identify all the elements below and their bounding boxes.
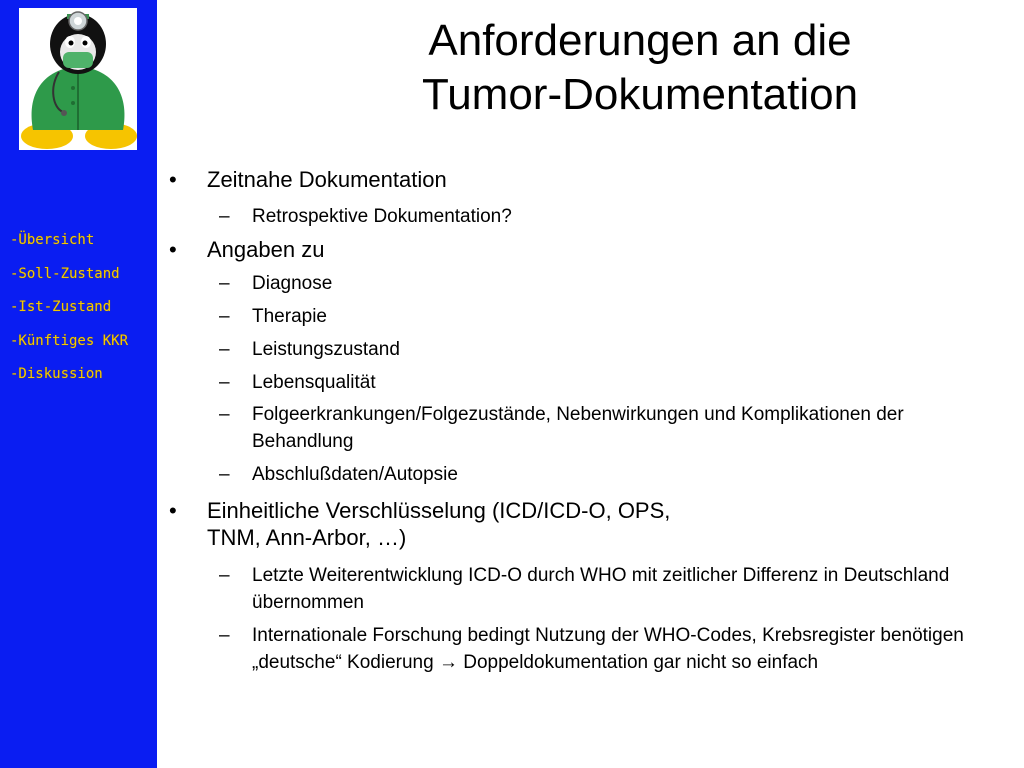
bullet-einheitliche-verschluesselung: • Einheitliche Verschlüsselung (ICD/ICD-O, OPS, TNM, Ann-Arbor, …) [207, 497, 677, 551]
sidebar-item-kuenftiges-kkr[interactable]: -Künftiges KKR [10, 332, 129, 349]
slide-title-line-1: Anforderungen an die [428, 16, 852, 65]
sub-bullet: – Therapie [252, 303, 1002, 330]
sidebar-item-uebersicht[interactable]: -Übersicht [10, 232, 95, 248]
sub-bullet: – Folgeerkrankungen/Folgezustände, Nebenwirkungen und Komplikationen der Behandlung [252, 401, 1002, 455]
sub-bullet: – Lebensqualität [252, 369, 1002, 396]
sidebar-item-diskussion[interactable]: -Diskussion [10, 366, 103, 382]
sub-bullet: – Diagnose [252, 270, 1002, 297]
sub-bullet: – Leistungszustand [252, 336, 1002, 363]
sidebar-nav [10, 229, 128, 397]
sub-bullet: – Letzte Weiterentwicklung ICD-O durch WHO mit zeitlicher Differenz in Deutschland übernommen [252, 562, 1002, 616]
sidebar-item-ist-zustand[interactable]: -Ist-Zustand [10, 299, 112, 315]
slide-title [300, 14, 980, 122]
bullet-angaben-zu: • Angaben zu [207, 236, 987, 263]
sidebar-item-soll-zustand[interactable]: -Soll-Zustand [10, 265, 120, 282]
sidebar [0, 0, 157, 768]
sub-bullet: – Retrospektive Dokumentation? [252, 203, 1002, 230]
penguin-doctor-icon [19, 8, 137, 150]
bullet-zeitnahe-dokumentation: • Zeitnahe Dokumentation [207, 166, 987, 193]
sub-bullet: – Abschlußdaten/Autopsie [252, 461, 1002, 488]
sub-bullet: – Internationale Forschung bedingt Nutzung der WHO-Codes, Krebsregister benötigen „deutsche“ Kodierung → Doppeldokumentation gar nicht so einfach [252, 622, 1002, 676]
slide-title-line-2: Tumor-Dokumentation [421, 70, 859, 119]
